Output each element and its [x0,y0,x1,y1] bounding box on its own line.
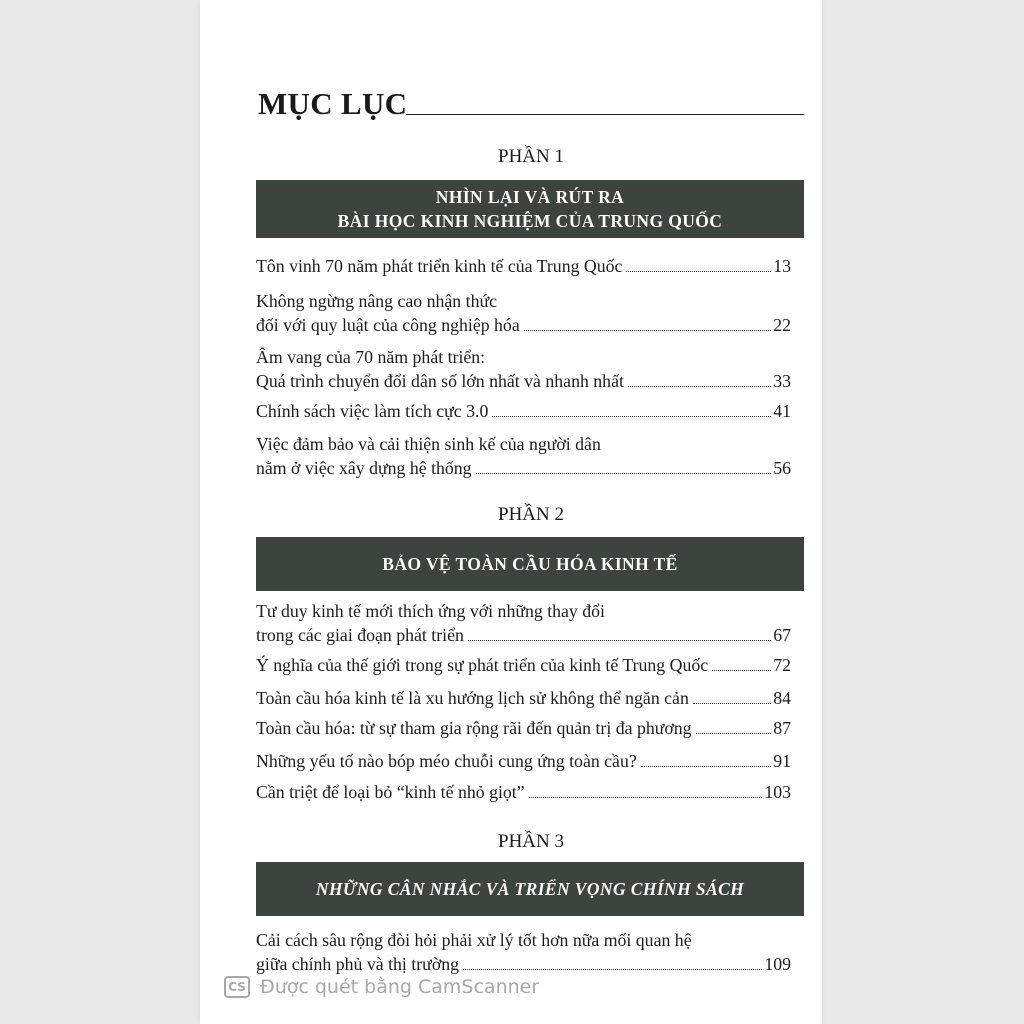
entry-title: Chính sách việc làm tích cực 3.0 [256,401,489,421]
entry-title: Tư duy kinh tế mới thích ứng với những thay đổi [256,601,605,621]
entry-title-cont: nằm ở việc xây dựng hệ thống [256,458,472,478]
entry-title: Cải cách sâu rộng đòi hỏi phải xử lý tốt hơn nữa mối quan hệ [256,930,692,950]
toc-entry[interactable] [256,432,791,480]
page-number: 109 [764,954,791,974]
entry-title: Toàn cầu hóa kinh tế là xu hướng lịch sử không thể ngăn cản [256,688,689,708]
watermark-text: Được quét bằng CamScanner [260,976,540,998]
dot-leader [626,271,771,272]
page-number: 67 [773,625,791,645]
toc-entry[interactable] [256,653,791,677]
title-row [258,86,806,126]
part-1-heading-line: BÀI HỌC KINH NGHIỆM CỦA TRUNG QUỐC [337,211,723,231]
page-number: 41 [773,401,791,421]
entry-title: Tôn vinh 70 năm phát triển kinh tế của Trung Quốc [256,256,623,276]
toc-entry[interactable] [256,928,791,976]
page-number: 56 [773,458,791,478]
part-3-label: PHẦN 3 [498,831,564,852]
page-number: 13 [773,256,791,276]
part-1-heading [256,180,804,238]
entry-title: Âm vang của 70 năm phát triển: [256,347,486,367]
entry-title-cont: trong các giai đoạn phát triển [256,625,464,645]
page-number: 22 [773,315,791,335]
part-3-heading [256,862,804,916]
dot-leader [693,703,771,704]
page-number: 33 [773,371,791,391]
dot-leader [463,969,762,970]
dot-leader [524,330,772,331]
toc-entry[interactable] [256,399,791,423]
part-1-heading-line: NHÌN LẠI VÀ RÚT RA [435,187,625,207]
dot-leader [492,416,771,417]
entry-title: Những yếu tố nào bóp méo chuỗi cung ứng toàn cầu? [256,751,637,771]
dot-leader [628,386,771,387]
toc-entry[interactable] [256,716,791,740]
toc-entry[interactable] [256,749,791,773]
toc-entry[interactable] [256,599,791,647]
page-number: 84 [773,688,791,708]
part-2-heading-line: BẢO VỆ TOÀN CẦU HÓA KINH TẾ [382,554,678,574]
entry-title: Toàn cầu hóa: từ sự tham gia rộng rãi đến quản trị đa phương [256,718,692,738]
dot-leader [468,640,771,641]
part-2-heading [256,537,804,591]
page-number: 103 [764,782,791,802]
dot-leader [712,670,771,671]
part-3-heading-line: NHỮNG CÂN NHẮC VÀ TRIỂN VỌNG CHÍNH SÁCH [315,879,745,899]
entry-title: Ý nghĩa của thế giới trong sự phát triển của kinh tế Trung Quốc [256,655,709,675]
part-1-label: PHẦN 1 [498,146,564,167]
title-underline [406,114,804,115]
dot-leader [529,797,763,798]
entry-title: Không ngừng nâng cao nhận thức [256,291,497,311]
toc-entry[interactable] [256,289,791,337]
camscanner-watermark [224,976,539,998]
page-number: 87 [773,718,791,738]
page-title: MỤC LỤC [258,86,408,121]
entry-title-cont: đối với quy luật của công nghiệp hóa [256,315,520,335]
part-2-label: PHẦN 2 [498,504,564,525]
dot-leader [641,766,771,767]
cs-logo-icon: CS [224,976,250,998]
toc-entry[interactable] [256,686,791,710]
entry-title: Cần triệt để loại bỏ “kinh tế nhỏ giọt” [256,782,525,802]
toc-entry[interactable] [256,345,791,393]
dot-leader [696,733,772,734]
entry-title-cont: Quá trình chuyển đổi dân số lớn nhất và nhanh nhất [256,371,624,391]
entry-title: Việc đảm bảo và cải thiện sinh kế của người dân [256,434,601,454]
dot-leader [476,473,772,474]
page-number: 91 [773,751,791,771]
toc-entry[interactable] [256,254,791,278]
page-number: 72 [773,655,791,675]
entry-title-cont: giữa chính phủ và thị trường [256,954,459,974]
toc-entry[interactable] [256,780,791,804]
